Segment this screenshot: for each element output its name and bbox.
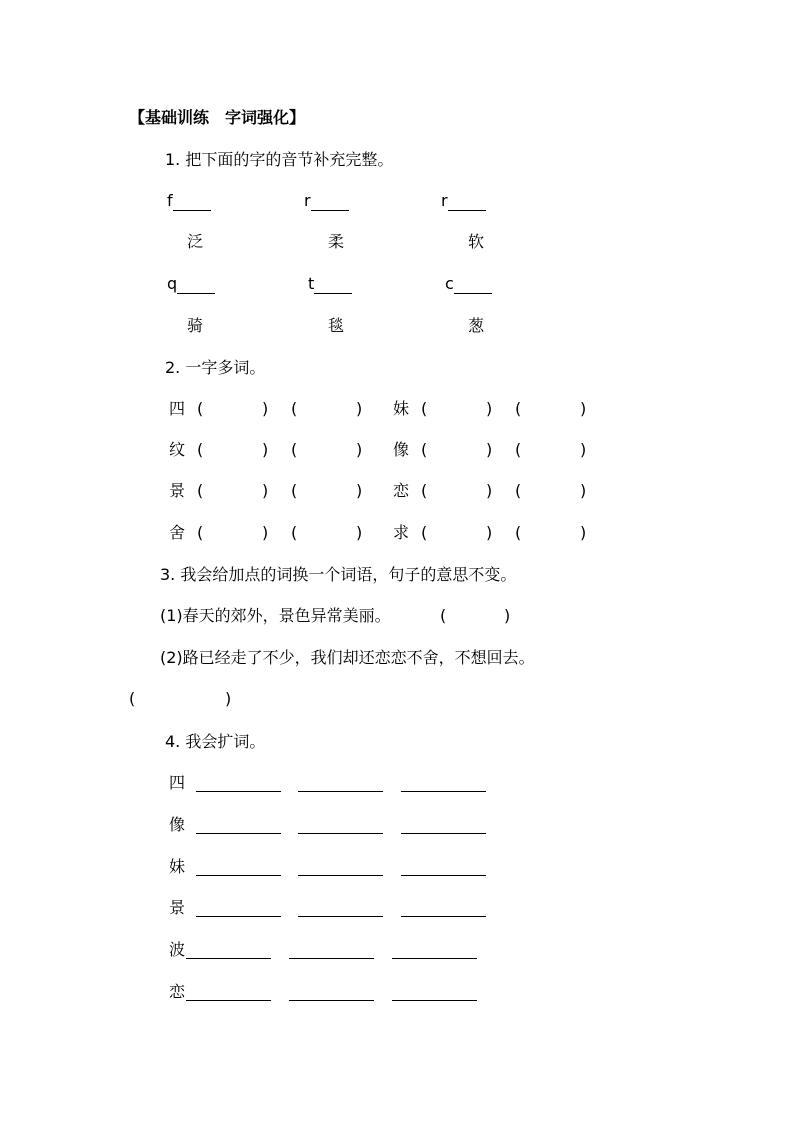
q4-row-1-blank-3[interactable] bbox=[401, 791, 486, 792]
q2-row-2-left-char: 纹 bbox=[169, 440, 186, 459]
q1-item-2-blank[interactable] bbox=[311, 194, 349, 211]
q2-row-1-paren-b-close: ) bbox=[356, 399, 363, 418]
q4-row-1-blank-1[interactable] bbox=[196, 791, 281, 792]
q1-item-4-initial: q bbox=[167, 274, 215, 294]
q2-row-3-paren-c-close: ) bbox=[486, 481, 493, 500]
q2-row-4-paren-c-close: ) bbox=[486, 523, 493, 542]
q2-row-1-paren-c-open: ( bbox=[421, 399, 428, 418]
q2-row-2-paren-a-open: ( bbox=[197, 440, 204, 459]
q1-item-5-initial: t bbox=[308, 274, 352, 294]
q4-row-6-blank-3[interactable] bbox=[392, 1000, 477, 1001]
q1-item-6-blank[interactable] bbox=[454, 277, 492, 294]
q1-title: 1. 把下面的字的音节补充完整。 bbox=[165, 150, 394, 169]
q2-row-4-paren-a-close: ) bbox=[262, 523, 269, 542]
q2-row-1-left-char: 四 bbox=[169, 399, 186, 418]
q1-item-6-initial: c bbox=[445, 274, 492, 294]
q2-row-3-paren-b-close: ) bbox=[356, 481, 363, 500]
q1-item-2-char: 柔 bbox=[328, 232, 345, 251]
q2-row-4-left-char: 舍 bbox=[169, 523, 186, 542]
q4-row-4-char: 景 bbox=[169, 898, 186, 917]
q2-row-4-paren-d-close: ) bbox=[580, 523, 587, 542]
q4-row-4-blank-3[interactable] bbox=[401, 916, 486, 917]
q1-item-3-char: 软 bbox=[468, 232, 485, 251]
q4-row-5-blank-3[interactable] bbox=[392, 958, 477, 959]
q4-row-2-blank-3[interactable] bbox=[401, 833, 486, 834]
q2-row-2-paren-c-open: ( bbox=[421, 440, 428, 459]
q2-row-4-paren-d-open: ( bbox=[515, 523, 522, 542]
q1-item-5-char: 毯 bbox=[328, 316, 345, 335]
q4-row-6-blank-2[interactable] bbox=[289, 1000, 374, 1001]
q3-s2-paren-close: ) bbox=[225, 689, 232, 708]
q2-row-4-paren-a-open: ( bbox=[197, 523, 204, 542]
q2-row-2-paren-d-close: ) bbox=[580, 440, 587, 459]
q1-item-3-initial: r bbox=[441, 191, 486, 211]
q2-row-1-right-char: 妹 bbox=[393, 399, 410, 418]
q4-row-6-blank-1[interactable] bbox=[186, 1000, 271, 1001]
q2-row-3-paren-a-open: ( bbox=[197, 481, 204, 500]
q2-row-2-paren-c-close: ) bbox=[486, 440, 493, 459]
q4-row-2-blank-2[interactable] bbox=[298, 833, 383, 834]
q2-row-1-paren-a-close: ) bbox=[262, 399, 269, 418]
q2-row-1-paren-a-open: ( bbox=[197, 399, 204, 418]
q4-row-2-blank-1[interactable] bbox=[196, 833, 281, 834]
q2-row-4-paren-b-open: ( bbox=[291, 523, 298, 542]
q1-item-1-char: 泛 bbox=[187, 232, 204, 251]
q4-row-3-blank-1[interactable] bbox=[196, 875, 281, 876]
q4-row-5-char: 波 bbox=[169, 940, 186, 959]
q2-row-2-paren-b-close: ) bbox=[356, 440, 363, 459]
q2-row-3-paren-c-open: ( bbox=[421, 481, 428, 500]
q4-row-3-blank-2[interactable] bbox=[298, 875, 383, 876]
q1-item-6-char: 葱 bbox=[468, 316, 485, 335]
q2-row-2-paren-b-open: ( bbox=[291, 440, 298, 459]
q2-row-2-right-char: 像 bbox=[393, 440, 410, 459]
q2-row-2-paren-d-open: ( bbox=[515, 440, 522, 459]
q2-row-3-paren-a-close: ) bbox=[262, 481, 269, 500]
q1-item-4-blank[interactable] bbox=[177, 277, 215, 294]
q2-title: 2. 一字多词。 bbox=[165, 358, 266, 377]
q4-row-1-blank-2[interactable] bbox=[298, 791, 383, 792]
q2-row-1-paren-b-open: ( bbox=[291, 399, 298, 418]
q1-item-4-char: 骑 bbox=[187, 316, 204, 335]
q3-s2-paren-open: ( bbox=[129, 689, 136, 708]
section-header: 【基础训练 字词强化】 bbox=[129, 108, 306, 127]
q2-row-4-paren-b-close: ) bbox=[356, 523, 363, 542]
q3-sentence-1: (1)春天的郊外，景色异常美丽。 bbox=[160, 606, 391, 625]
q4-row-6-char: 恋 bbox=[169, 982, 186, 1001]
q2-row-4-right-char: 求 bbox=[393, 523, 410, 542]
q2-row-3-paren-d-open: ( bbox=[515, 481, 522, 500]
q3-s1-paren-close: ) bbox=[504, 606, 511, 625]
q4-row-3-char: 妹 bbox=[169, 857, 186, 876]
q4-row-2-char: 像 bbox=[169, 815, 186, 834]
q2-row-3-paren-d-close: ) bbox=[580, 481, 587, 500]
q3-s1-paren-open: ( bbox=[440, 606, 447, 625]
q4-row-4-blank-2[interactable] bbox=[298, 916, 383, 917]
q2-row-1-paren-d-open: ( bbox=[515, 399, 522, 418]
q2-row-1-paren-d-close: ) bbox=[580, 399, 587, 418]
q2-row-4-paren-c-open: ( bbox=[421, 523, 428, 542]
q1-item-2-initial: r bbox=[304, 191, 349, 211]
q2-row-3-left-char: 景 bbox=[169, 481, 186, 500]
q4-row-5-blank-1[interactable] bbox=[186, 958, 271, 959]
q3-sentence-2: (2)路已经走了不少，我们却还恋恋不舍，不想回去。 bbox=[160, 648, 535, 667]
q2-row-2-paren-a-close: ) bbox=[262, 440, 269, 459]
q4-row-5-blank-2[interactable] bbox=[289, 958, 374, 959]
q4-title: 4. 我会扩词。 bbox=[165, 732, 266, 751]
q2-row-3-right-char: 恋 bbox=[393, 481, 410, 500]
q4-row-4-blank-1[interactable] bbox=[196, 916, 281, 917]
q1-item-1-initial: f bbox=[167, 191, 211, 211]
q1-item-1-blank[interactable] bbox=[173, 194, 211, 211]
q1-item-3-blank[interactable] bbox=[448, 194, 486, 211]
q2-row-1-paren-c-close: ) bbox=[486, 399, 493, 418]
q4-row-3-blank-3[interactable] bbox=[401, 875, 486, 876]
q4-row-1-char: 四 bbox=[169, 773, 186, 792]
q3-title: 3. 我会给加点的词换一个词语，句子的意思不变。 bbox=[160, 565, 517, 584]
q1-item-5-blank[interactable] bbox=[314, 277, 352, 294]
q2-row-3-paren-b-open: ( bbox=[291, 481, 298, 500]
